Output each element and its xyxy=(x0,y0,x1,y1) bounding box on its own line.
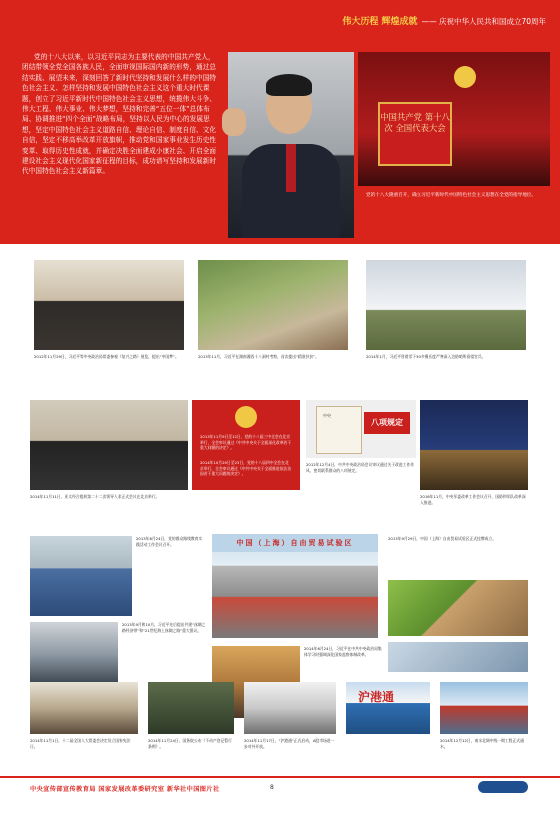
photo-npc-session xyxy=(30,682,138,734)
caption-10: 2014年6月24日，习近平在中共中央政治局集体学习时强调深化国家监察体制改革。 xyxy=(304,646,382,657)
photo-registration-office xyxy=(244,682,336,734)
photo-hk-connect xyxy=(346,682,430,734)
row-1 xyxy=(0,250,560,390)
page-number: 8 xyxy=(270,784,274,791)
portrait-hair xyxy=(266,74,312,96)
publisher-logo-icon xyxy=(478,781,528,793)
caption-9: 2013年9月和10月，习近平先后提出共建“丝绸之路经济带”和“21世纪海上丝绸之路”重大倡议。 xyxy=(122,622,206,633)
footer-organizers: 中央宣传部宣传教育局 国家发展改革委研究室 新华社中国图片社 xyxy=(30,786,220,793)
caption-4: 2014年11月11日，亚太经合组织第二十二次领导人非正式会议在北京举行。 xyxy=(30,494,160,499)
hero-section xyxy=(0,44,560,244)
caption-2: 2013年11月，习近平在湖南湘西十八洞村考察，首次提出“精准扶贫”。 xyxy=(198,354,319,359)
ftz-banner: 中国（上海）自由贸易试验区 xyxy=(212,534,378,552)
intro-paragraph: 党的十八大以来，以习近平同志为主要代表的中国共产党人，团结带领全党全国各族人民，全面审视国际国内新的形势，通过总结实践、展望未来，深刻回答了新时代坚持和发展什么样的中国特色社会主义、怎样坚持和发展中国特色社会主义这个重大时代课题，创立了习近平新时代中国特色社会主义思想，统揽伟大斗争、伟大工程、伟大事业、伟大梦想，坚持和完善“五位一体”总体布局、协调推进“四个全面”战略布局，坚持以人民为中心的发展思想，坚定中国特色社会主义道路自信、理论自信、制度自信、文化自信，坚定不移高举改革开放旗帜，推动党和国家事业发生历史性变革、取得历史性成就，并确定决胜全面建成小康社会、开启全面建设社会主义现代化国家新征程的目标，成功谱写坚持和发展新时代中国特色社会主义新篇章。 xyxy=(22,53,217,176)
caption-1: 2012年11月29日，习近平等中央政治局常委参观《复兴之路》展览，提出“中国梦”。 xyxy=(34,354,179,359)
hk-connect-sign: 沪港通 xyxy=(358,690,395,704)
header-slogan xyxy=(342,14,546,27)
congress-screen xyxy=(378,102,452,166)
caption-6: 2016年11月，中央军委改革工作会议召开，国防和军队改革深入推进。 xyxy=(420,494,526,505)
caption-5: 2012年12月4日，中共中央政治局会议审议通过关于改进工作作风、密切联系群众的八项规定。 xyxy=(306,462,415,473)
congress-stage-photo xyxy=(358,52,550,186)
plenum-text-1: 2013年11月9日至12日，党的十八届三中全会在北京举行，全会审议通过《中共中央关于全面深化改革若干重大问题的决定》。 xyxy=(200,434,292,451)
caption-7: 2013年6月24日，党的群众路线教育实践活动工作会议召开。 xyxy=(136,536,203,547)
row-4 xyxy=(0,676,560,774)
plenum-text-2: 2014年10月20日至23日，党的十八届四中全会在北京举行，全会审议通过《中共中央关于全面推进依法治国若干重大问题的决定》。 xyxy=(200,460,292,477)
caption-8: 2013年9月29日，中国（上海）自由贸易试验区正式挂牌成立。 xyxy=(388,536,497,541)
caption-12: 2014年11月24日，国务院公布《不动产登记暂行条例》。 xyxy=(148,738,232,749)
photo-military-meeting xyxy=(420,400,528,490)
party-emblem-icon xyxy=(235,406,257,428)
caption-13: 2014年11月17日，“沪港通”正式启动，A股市场进一步对外开放。 xyxy=(244,738,335,749)
congress-screen-text: 中国共产党 第十八次 全国代表大会 xyxy=(380,112,450,133)
caption-14: 2014年12月12日，南水北调中线一期工程正式通水。 xyxy=(440,738,524,749)
stage-caption: 党的十八大隆重召开，确立习近平新时代中国特色社会主义思想在全党的指导地位。 xyxy=(366,193,536,198)
photo-work-meeting xyxy=(30,536,132,616)
photo-village xyxy=(198,260,348,350)
photo-apec-leaders xyxy=(30,400,188,490)
portrait-tie xyxy=(286,144,296,192)
photo-border-post xyxy=(366,260,526,350)
rules-book-label: 中央 xyxy=(323,413,331,418)
caption-3: 2014年1月，习近平冒着零下30多摄氏度严寒深入边防哨所看望官兵。 xyxy=(366,354,486,359)
row-2 xyxy=(0,392,560,526)
rules-book xyxy=(316,406,362,454)
rules-badge: 八项规定 xyxy=(364,412,410,434)
plenum-red-box xyxy=(192,400,300,490)
row-3 xyxy=(0,528,560,774)
photo-free-trade-zone xyxy=(212,534,378,638)
party-emblem-icon xyxy=(454,66,476,88)
photo-exhibition xyxy=(34,260,184,350)
photo-water-diversion xyxy=(440,682,528,734)
photo-property-registration xyxy=(148,682,234,734)
footer xyxy=(0,776,560,814)
photo-cargo-ship xyxy=(388,642,528,672)
eight-rules-graphic xyxy=(306,400,416,458)
caption-11: 2014年11月1日，十二届全国人大常委会决定设立国家宪法日。 xyxy=(30,738,131,749)
slogan-main: 伟大历程 辉煌成就 xyxy=(342,17,418,27)
header-band xyxy=(0,0,560,44)
photo-silk-road xyxy=(388,580,528,636)
leader-portrait xyxy=(228,52,354,238)
waving-hand xyxy=(222,108,246,136)
slogan-sub: —— 庆祝中华人民共和国成立70周年 xyxy=(421,17,546,26)
